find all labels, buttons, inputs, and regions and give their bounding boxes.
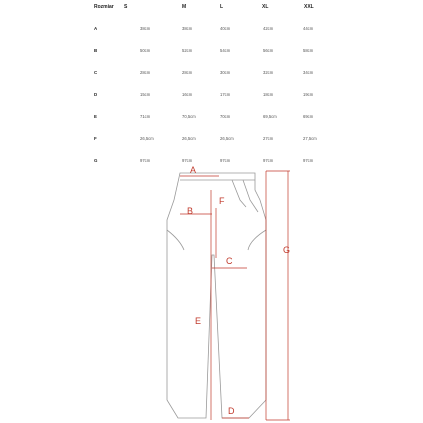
table-cell: 30cm bbox=[220, 70, 231, 75]
header-size-m: M bbox=[182, 4, 187, 10]
table-row bbox=[0, 134, 423, 144]
table-cell: 56cm bbox=[263, 48, 274, 53]
table-cell: 28cm bbox=[182, 70, 193, 75]
label-a: A bbox=[190, 165, 197, 175]
table-cell: 38cm bbox=[140, 26, 151, 31]
table-cell: 40cm bbox=[220, 26, 231, 31]
table-cell: 27,5cm bbox=[303, 136, 317, 141]
table-row bbox=[0, 46, 423, 56]
table-cell: 69cm bbox=[303, 114, 314, 119]
table-cell: 97cm bbox=[140, 158, 151, 163]
table-cell: 71cm bbox=[140, 114, 151, 119]
table-cell: 50cm bbox=[140, 48, 151, 53]
label-g: G bbox=[283, 245, 291, 255]
label-c: C bbox=[226, 256, 233, 266]
table-cell: 34cm bbox=[303, 70, 314, 75]
table-cell: 97cm bbox=[220, 158, 231, 163]
table-cell: 26,5cm bbox=[140, 136, 154, 141]
header-size-s: S bbox=[124, 4, 128, 10]
table-cell: 58cm bbox=[303, 48, 314, 53]
row-label: F bbox=[94, 136, 97, 141]
table-cell: 32cm bbox=[263, 70, 274, 75]
row-label: A bbox=[94, 26, 98, 31]
table-cell: 97cm bbox=[182, 158, 193, 163]
table-cell: 69,5cm bbox=[263, 114, 277, 119]
row-label: C bbox=[94, 70, 98, 75]
table-cell: 16cm bbox=[182, 92, 193, 97]
table-cell: 18cm bbox=[263, 92, 274, 97]
row-label: E bbox=[94, 114, 97, 119]
table-row bbox=[0, 24, 423, 34]
table-cell: 26,5cm bbox=[220, 136, 234, 141]
table-header-row bbox=[0, 2, 423, 12]
table-cell: 42cm bbox=[263, 26, 274, 31]
table-cell: 52cm bbox=[182, 48, 193, 53]
measure-labels bbox=[187, 165, 290, 416]
table-cell: 97cm bbox=[303, 158, 314, 163]
table-cell: 38cm bbox=[182, 26, 193, 31]
label-d: D bbox=[228, 406, 235, 416]
table-row bbox=[0, 68, 423, 78]
row-label: B bbox=[94, 48, 98, 53]
header-size-xl: XL bbox=[262, 4, 269, 10]
row-label: D bbox=[94, 92, 98, 97]
trousers-outline bbox=[167, 173, 266, 418]
table-cell: 54cm bbox=[220, 48, 231, 53]
table-cell: 19cm bbox=[303, 92, 314, 97]
table-cell: 15cm bbox=[140, 92, 151, 97]
trousers-diagram bbox=[0, 160, 423, 423]
size-table bbox=[0, 0, 423, 168]
measure-lines bbox=[180, 171, 290, 420]
table-cell: 28cm bbox=[140, 70, 151, 75]
table-cell: 70,5cm bbox=[182, 114, 196, 119]
table-row bbox=[0, 90, 423, 100]
row-label: G bbox=[94, 158, 98, 163]
table-cell: 44cm bbox=[303, 26, 314, 31]
table-cell: 27cm bbox=[263, 136, 274, 141]
table-cell: 70cm bbox=[220, 114, 231, 119]
header-size-xxl: XXL bbox=[304, 4, 314, 10]
table-cell: 26,5cm bbox=[182, 136, 196, 141]
header-size-l: L bbox=[220, 4, 224, 10]
label-b: B bbox=[187, 206, 194, 216]
label-f: F bbox=[219, 196, 225, 206]
table-cell: 97cm bbox=[263, 158, 274, 163]
label-e: E bbox=[195, 316, 202, 326]
table-row bbox=[0, 112, 423, 122]
header-label: Rozmiar bbox=[94, 4, 114, 10]
table-cell: 17cm bbox=[220, 92, 231, 97]
